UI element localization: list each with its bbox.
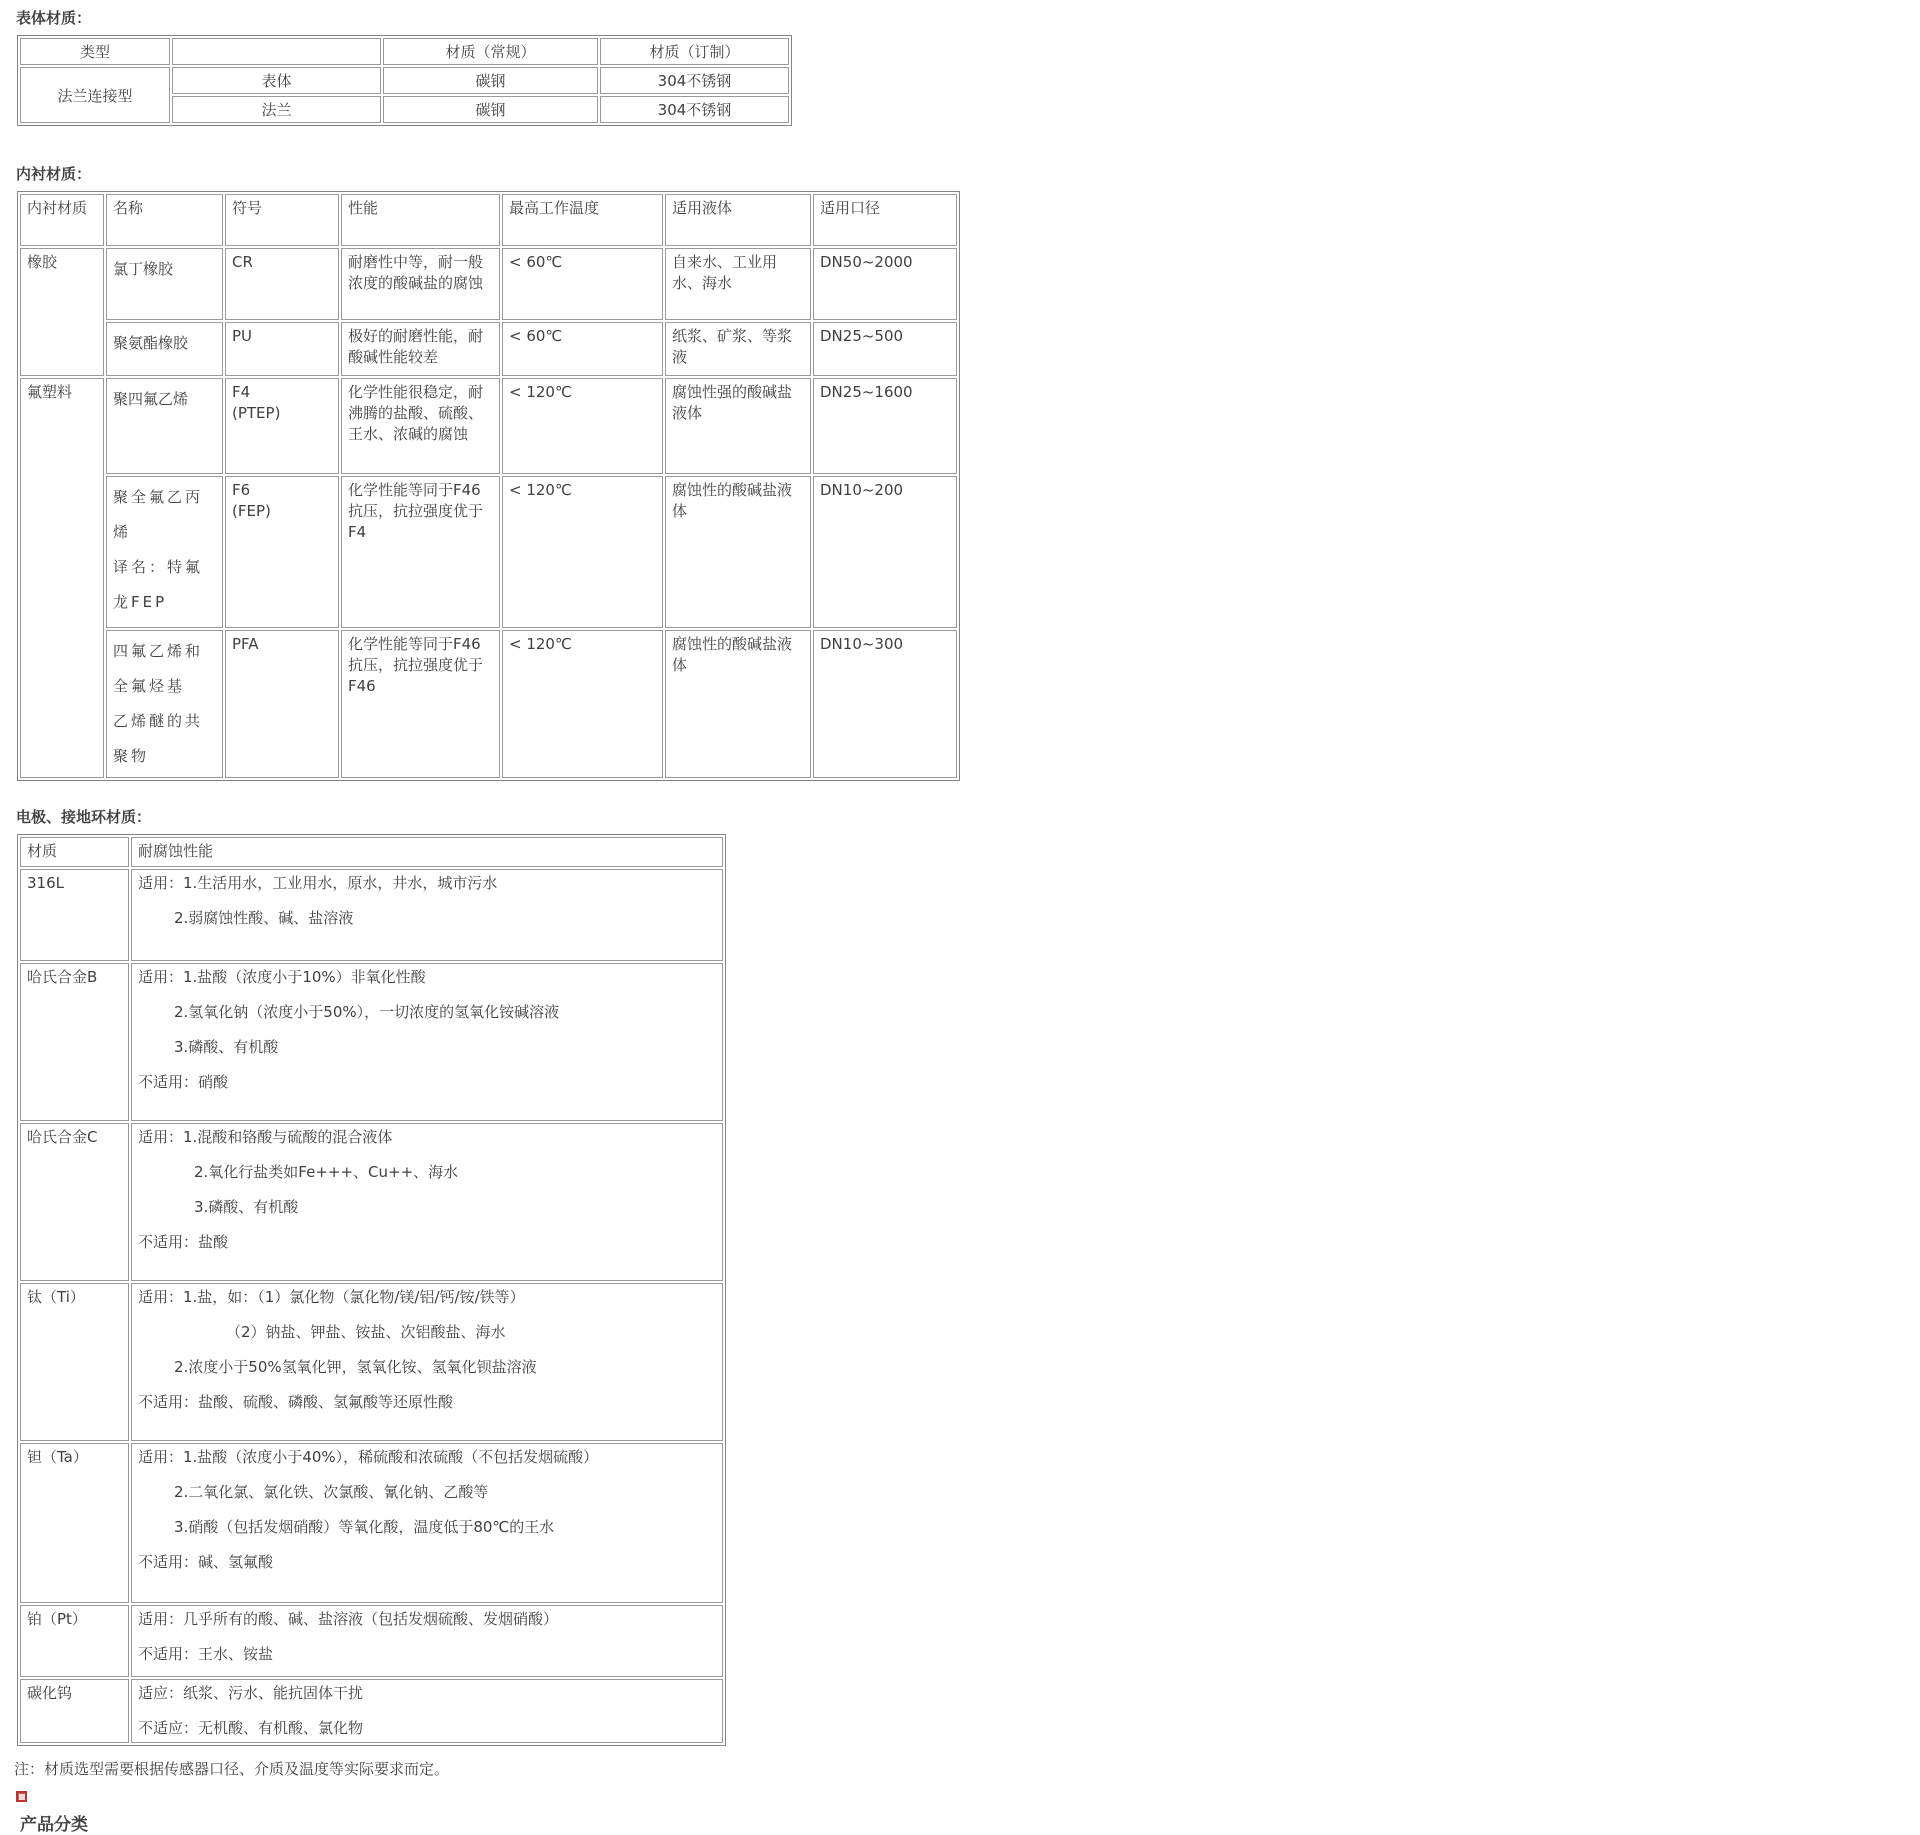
paragraph: 适用：1.盐酸（浓度小于40%），稀硫酸和浓硫酸（不包括发烟硫酸） <box>138 1448 599 1466</box>
table-row <box>20 1679 723 1743</box>
cell-symbol <box>225 630 339 778</box>
cell-performance: 化学性能很稳定，耐沸腾的盐酸、硫酸、王水、浓碱的腐蚀 <box>341 378 500 474</box>
paragraph: 不适用：盐酸 <box>138 1233 229 1251</box>
header-cell: 适用液体 <box>665 194 811 246</box>
cell-diameter: DN10~200 <box>813 476 957 628</box>
cell-performance: 化学性能等同于F46抗压，抗拉强度优于F4 <box>341 476 500 628</box>
symbol-line: F4 <box>232 383 251 401</box>
cell-diameter: DN50~2000 <box>813 248 957 320</box>
table-row <box>20 869 723 961</box>
paragraph: 适用：1.盐酸（浓度小于10%）非氧化性酸 <box>138 968 426 986</box>
cell-corrosion-resistance <box>131 1443 723 1603</box>
table-row <box>20 67 789 94</box>
cell-liquids: 腐蚀性的酸碱盐液体 <box>665 630 811 778</box>
table-row <box>20 1123 723 1281</box>
name-line: 聚全氟乙丙 <box>113 488 204 506</box>
name-line: 四氟乙烯和 <box>113 642 204 660</box>
symbol-line: F6 <box>232 481 251 499</box>
paragraph: 2.弱腐蚀性酸、碱、盐溶液 <box>174 909 354 927</box>
cell-material: 哈氏合金C <box>20 1123 129 1281</box>
cell-name <box>106 630 223 778</box>
header-cell: 内衬材质 <box>20 194 104 246</box>
cell-performance: 耐磨性中等，耐一般浓度的酸碱盐的腐蚀 <box>341 248 500 320</box>
symbol-line: PU <box>232 327 253 345</box>
cell-liquids: 腐蚀性强的酸碱盐液体 <box>665 378 811 474</box>
cell-diameter: DN10~300 <box>813 630 957 778</box>
paragraph: 3.硝酸（包括发烟硝酸）等氧化酸，温度低于80℃的王水 <box>174 1518 555 1536</box>
cell-material: 钽（Ta） <box>20 1443 129 1603</box>
header-cell: 适用口径 <box>813 194 957 246</box>
cell: 304不锈钢 <box>600 96 789 123</box>
cell-group: 氟塑料 <box>20 378 104 778</box>
cell-material: 316L <box>20 869 129 961</box>
paragraph: 不适应：无机酸、有机酸、氯化物 <box>138 1719 364 1737</box>
cell-corrosion-resistance <box>131 1679 723 1743</box>
symbol-line: (FEP) <box>232 502 271 520</box>
cell-symbol <box>225 476 339 628</box>
cell-group: 法兰连接型 <box>20 67 170 123</box>
cell-symbol <box>225 322 339 376</box>
cell-name <box>106 248 223 320</box>
cell-liquids: 纸浆、矿浆、等浆液 <box>665 322 811 376</box>
name-line: 聚物 <box>113 747 150 765</box>
broken-image-icon <box>16 1791 27 1802</box>
header-cell: 材质（常规） <box>383 38 598 65</box>
paragraph: 2.氢氧化钠（浓度小于50%），一切浓度的氢氧化铵碱溶液 <box>174 1003 560 1021</box>
cell-material: 碳化钨 <box>20 1679 129 1743</box>
cell-liquids: 腐蚀性的酸碱盐液体 <box>665 476 811 628</box>
cell-max-temp: < 60℃ <box>502 322 663 376</box>
cell-performance: 极好的耐磨性能，耐酸碱性能较差 <box>341 322 500 376</box>
name-line: 聚氨酯橡胶 <box>113 334 189 352</box>
cell: 碳钢 <box>383 67 598 94</box>
section-label-body-material: 表体材质： <box>16 9 92 27</box>
cell-max-temp: < 120℃ <box>502 476 663 628</box>
section-label-electrode-material: 电极、接地环材质： <box>16 808 152 826</box>
cell-corrosion-resistance <box>131 1283 723 1441</box>
cell: 表体 <box>172 67 381 94</box>
cell-corrosion-resistance <box>131 1605 723 1677</box>
name-line: 译名：特氟 <box>113 558 204 576</box>
cell-material: 铂（Pt） <box>20 1605 129 1677</box>
paragraph: 不适用：盐酸、硫酸、磷酸、氢氟酸等还原性酸 <box>138 1393 454 1411</box>
header-cell <box>172 38 381 65</box>
header-cell: 符号 <box>225 194 339 246</box>
cell-diameter: DN25~1600 <box>813 378 957 474</box>
cell-material: 哈氏合金B <box>20 963 129 1121</box>
name-line: 氯丁橡胶 <box>113 260 174 278</box>
paragraph: 适应：纸浆、污水、能抗固体干扰 <box>138 1684 364 1702</box>
cell-symbol <box>225 248 339 320</box>
paragraph: 3.磷酸、有机酸 <box>174 1038 279 1056</box>
footer-heading: 产品分类 <box>20 1815 88 1835</box>
name-line: 烯 <box>113 523 132 541</box>
table-row <box>20 248 957 320</box>
paragraph: 适用：1.生活用水，工业用水，原水，井水，城市污水 <box>138 874 498 892</box>
name-line: 聚四氟乙烯 <box>113 390 189 408</box>
paragraph: 不适用：王水、铵盐 <box>138 1645 274 1663</box>
header-cell: 材质 <box>20 837 129 867</box>
table-row <box>20 322 957 376</box>
cell-name <box>106 378 223 474</box>
header-cell: 性能 <box>341 194 500 246</box>
cell-name <box>106 322 223 376</box>
table-row <box>20 1605 723 1677</box>
table-row <box>20 1443 723 1603</box>
table-row <box>20 476 957 628</box>
paragraph: 2.二氧化氯、氯化铁、次氯酸、氰化钠、乙酸等 <box>174 1483 489 1501</box>
table-row <box>20 1283 723 1441</box>
table-row <box>20 38 789 65</box>
cell-corrosion-resistance <box>131 869 723 961</box>
cell-max-temp: < 120℃ <box>502 630 663 778</box>
body-material-table <box>17 35 792 126</box>
cell-corrosion-resistance <box>131 1123 723 1281</box>
lining-material-table <box>17 191 960 781</box>
paragraph: 不适用：碱、氢氟酸 <box>138 1553 274 1571</box>
cell-max-temp: < 120℃ <box>502 378 663 474</box>
cell: 法兰 <box>172 96 381 123</box>
paragraph: 2.氧化行盐类如Fe+++、Cu++、海水 <box>194 1163 459 1181</box>
cell-corrosion-resistance <box>131 963 723 1121</box>
table-row <box>20 963 723 1121</box>
cell-symbol <box>225 378 339 474</box>
electrode-material-table <box>17 834 726 1746</box>
cell: 304不锈钢 <box>600 67 789 94</box>
broken-image-line <box>16 1787 1920 1800</box>
cell-material: 钛（Ti） <box>20 1283 129 1441</box>
name-line: 全氟烃基 <box>113 677 186 695</box>
paragraph: 不适用：硝酸 <box>138 1073 229 1091</box>
paragraph: （2）钠盐、钾盐、铵盐、次铝酸盐、海水 <box>226 1323 506 1341</box>
cell-max-temp: < 60℃ <box>502 248 663 320</box>
cell-diameter: DN25~500 <box>813 322 957 376</box>
header-cell: 名称 <box>106 194 223 246</box>
header-cell: 最高工作温度 <box>502 194 663 246</box>
table-row <box>20 837 723 867</box>
name-line: 龙FEP <box>113 593 168 611</box>
section-label-lining-material: 内衬材质： <box>16 165 92 183</box>
header-cell: 类型 <box>20 38 170 65</box>
cell-name <box>106 476 223 628</box>
symbol-line: PFA <box>232 635 259 653</box>
cell: 碳钢 <box>383 96 598 123</box>
cell-performance: 化学性能等同于F46抗压，抗拉强度优于F46 <box>341 630 500 778</box>
symbol-line: CR <box>232 253 253 271</box>
name-line: 乙烯醚的共 <box>113 712 204 730</box>
paragraph: 适用：1.混酸和铬酸与硫酸的混合液体 <box>138 1128 393 1146</box>
header-cell: 耐腐蚀性能 <box>131 837 723 867</box>
paragraph: 2.浓度小于50%氢氧化钾，氢氧化铵、氢氧化钡盐溶液 <box>174 1358 537 1376</box>
paragraph: 适用：几乎所有的酸、碱、盐溶液（包括发烟硫酸、发烟硝酸） <box>138 1610 559 1628</box>
cell-liquids: 自来水、工业用水、海水 <box>665 248 811 320</box>
note-text: 注：材质选型需要根据传感器口径、介质及温度等实际要求而定。 <box>14 1760 450 1778</box>
symbol-line: (PTEP) <box>232 404 281 422</box>
header-cell: 材质（订制） <box>600 38 789 65</box>
table-row <box>20 630 957 778</box>
paragraph: 3.磷酸、有机酸 <box>194 1198 299 1216</box>
table-row <box>20 194 957 246</box>
cell-group: 橡胶 <box>20 248 104 376</box>
paragraph: 适用：1.盐，如：（1）氯化物（氯化物/镁/铝/钙/铵/铁等） <box>138 1288 525 1306</box>
table-row <box>20 378 957 474</box>
